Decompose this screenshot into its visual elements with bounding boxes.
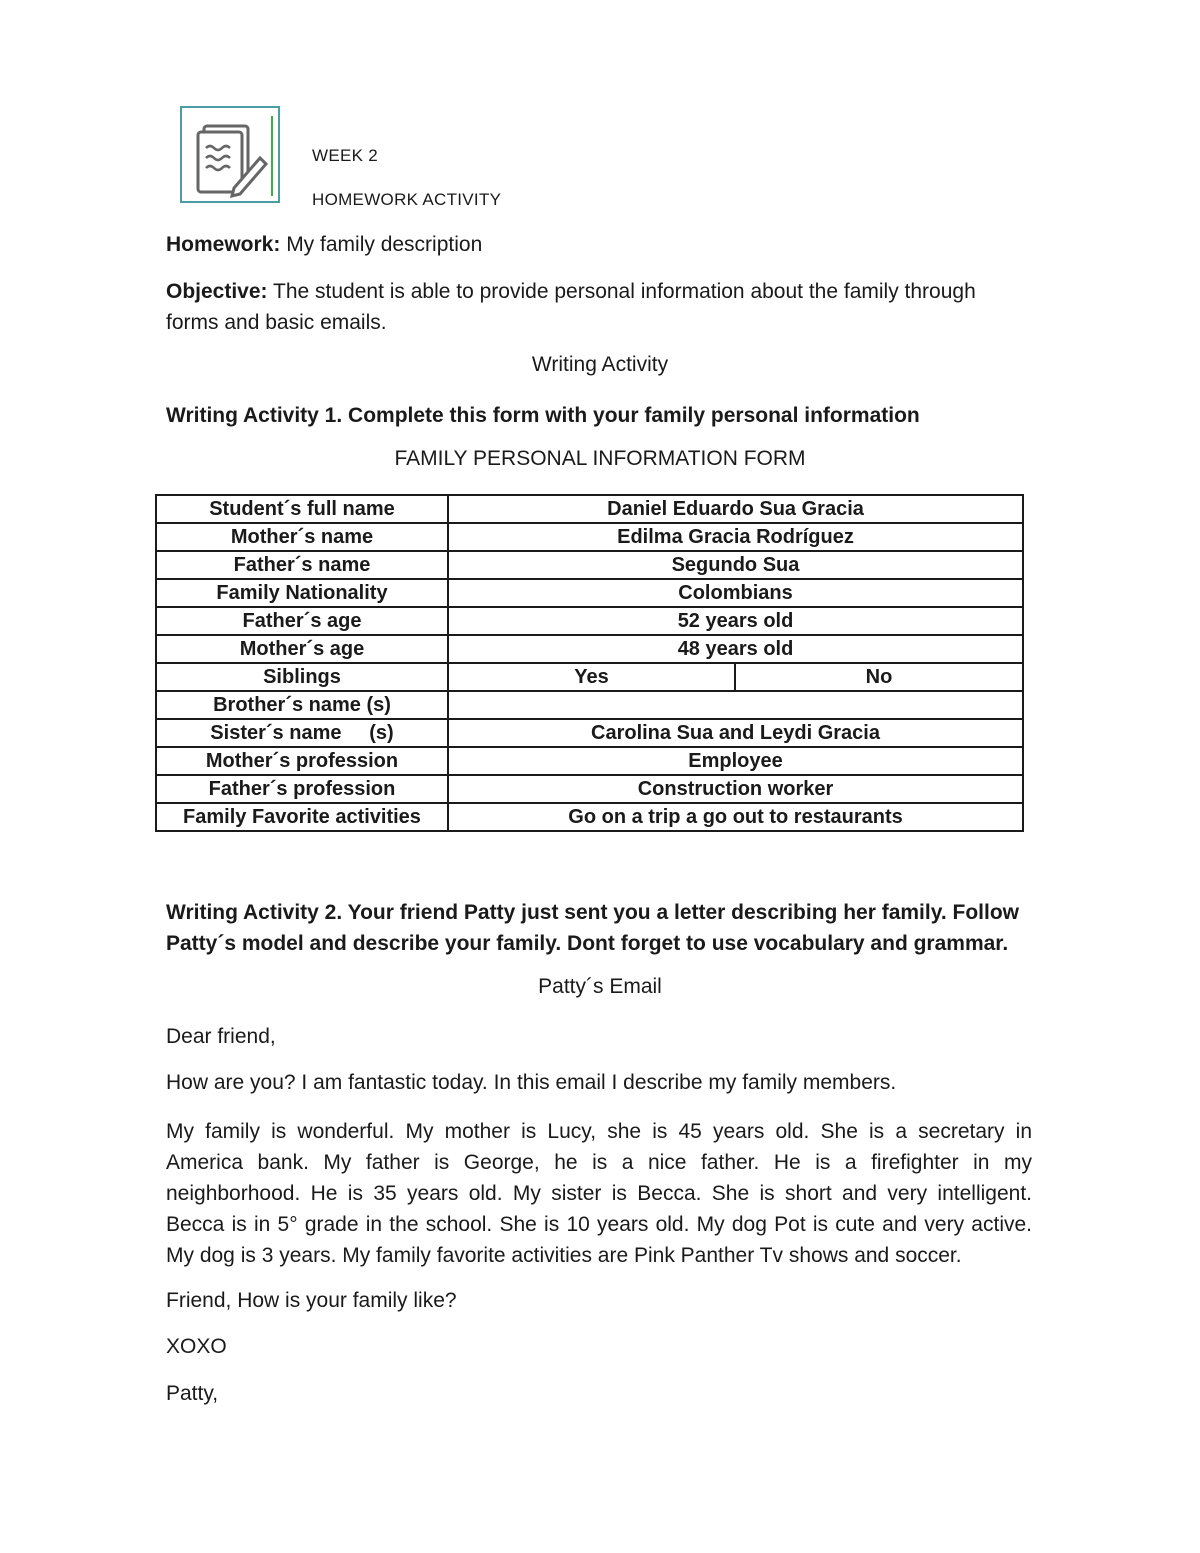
field-label: Mother´s profession bbox=[156, 747, 448, 775]
homework-label: Homework: bbox=[166, 233, 281, 256]
email-question: Friend, How is your family like? bbox=[166, 1289, 457, 1312]
table-row-siblings bbox=[156, 663, 1023, 691]
activity2-heading: Writing Activity 2. Your friend Patty just sent you a letter describing her family. Follow bbox=[166, 901, 1019, 924]
table-row bbox=[156, 635, 1023, 663]
email-title: Patty´s Email bbox=[538, 975, 662, 998]
field-value: Segundo Sua bbox=[448, 551, 1023, 579]
field-value: Go on a trip a go out to restaurants bbox=[448, 803, 1023, 831]
homework-text: My family description bbox=[280, 233, 483, 256]
family-info-form bbox=[155, 494, 1024, 832]
field-value: 52 years old bbox=[448, 607, 1023, 635]
objective-label: Objective: bbox=[166, 280, 268, 303]
week-label: WEEK 2 bbox=[312, 146, 379, 165]
activity-label: HOMEWORK ACTIVITY bbox=[312, 190, 502, 209]
table-row bbox=[156, 719, 1023, 747]
notebook-pencil-icon bbox=[180, 106, 280, 203]
table-row bbox=[156, 551, 1023, 579]
email-signature: Patty, bbox=[166, 1382, 219, 1405]
field-label: Brother´s name (s) bbox=[156, 691, 448, 719]
field-label: Father´s age bbox=[156, 607, 448, 635]
form-title: FAMILY PERSONAL INFORMATION FORM bbox=[394, 447, 806, 470]
siblings-yes: Yes bbox=[448, 663, 735, 691]
field-label: Family Favorite activities bbox=[156, 803, 448, 831]
field-value: Daniel Eduardo Sua Gracia bbox=[448, 495, 1023, 523]
field-value: Carolina Sua and Leydi Gracia bbox=[448, 719, 1023, 747]
email-body-line: My dog is 3 years. My family favorite activities are Pink Panther Tv shows and soccer. bbox=[166, 1244, 962, 1267]
field-label: Mother´s age bbox=[156, 635, 448, 663]
table-row bbox=[156, 775, 1023, 803]
siblings-no: No bbox=[735, 663, 1023, 691]
email-body-line: neighborhood. He is 35 years old. My sister is Becca. She is short and very intelligent. bbox=[166, 1182, 1032, 1205]
field-label: Mother´s name bbox=[156, 523, 448, 551]
field-label: Siblings bbox=[156, 663, 448, 691]
field-label: Student´s full name bbox=[156, 495, 448, 523]
field-value: Colombians bbox=[448, 579, 1023, 607]
table-row bbox=[156, 579, 1023, 607]
field-label: Sister´s name (s) bbox=[156, 719, 448, 747]
email-closing: XOXO bbox=[166, 1335, 227, 1358]
email-greeting: Dear friend, bbox=[166, 1025, 276, 1048]
email-body-line: Becca is in 5° grade in the school. She is 10 years old. My dog Pot is cute and very active. bbox=[166, 1213, 1032, 1236]
field-label: Family Nationality bbox=[156, 579, 448, 607]
table-row bbox=[156, 803, 1023, 831]
section-title: Writing Activity bbox=[531, 353, 669, 376]
field-value: Employee bbox=[448, 747, 1023, 775]
field-value bbox=[448, 691, 1023, 719]
email-body-line: My family is wonderful. My mother is Lucy, she is 45 years old. She is a secretary in bbox=[166, 1120, 1032, 1143]
table-row bbox=[156, 691, 1023, 719]
objective-text: The student is able to provide personal information about the family through bbox=[267, 280, 976, 303]
objective-line-2: forms and basic emails. bbox=[166, 311, 387, 334]
table-row bbox=[156, 747, 1023, 775]
activity2-heading-2: Patty´s model and describe your family. Dont forget to use vocabulary and grammar. bbox=[166, 932, 1009, 955]
table-row bbox=[156, 607, 1023, 635]
field-value: Edilma Gracia Rodríguez bbox=[448, 523, 1023, 551]
objective-line bbox=[166, 276, 976, 307]
email-body bbox=[166, 1116, 1032, 1271]
email-body-line: America bank. My father is George, he is a nice father. He is a firefighter in my bbox=[166, 1151, 1032, 1174]
field-value: 48 years old bbox=[448, 635, 1023, 663]
email-intro: How are you? I am fantastic today. In this email I describe my family members. bbox=[166, 1071, 897, 1094]
activity1-heading: Writing Activity 1. Complete this form with your family personal information bbox=[166, 404, 920, 427]
homework-line bbox=[166, 229, 482, 260]
field-value: Construction worker bbox=[448, 775, 1023, 803]
field-label: Father´s profession bbox=[156, 775, 448, 803]
field-label: Father´s name bbox=[156, 551, 448, 579]
table-row bbox=[156, 495, 1023, 523]
table-row bbox=[156, 523, 1023, 551]
